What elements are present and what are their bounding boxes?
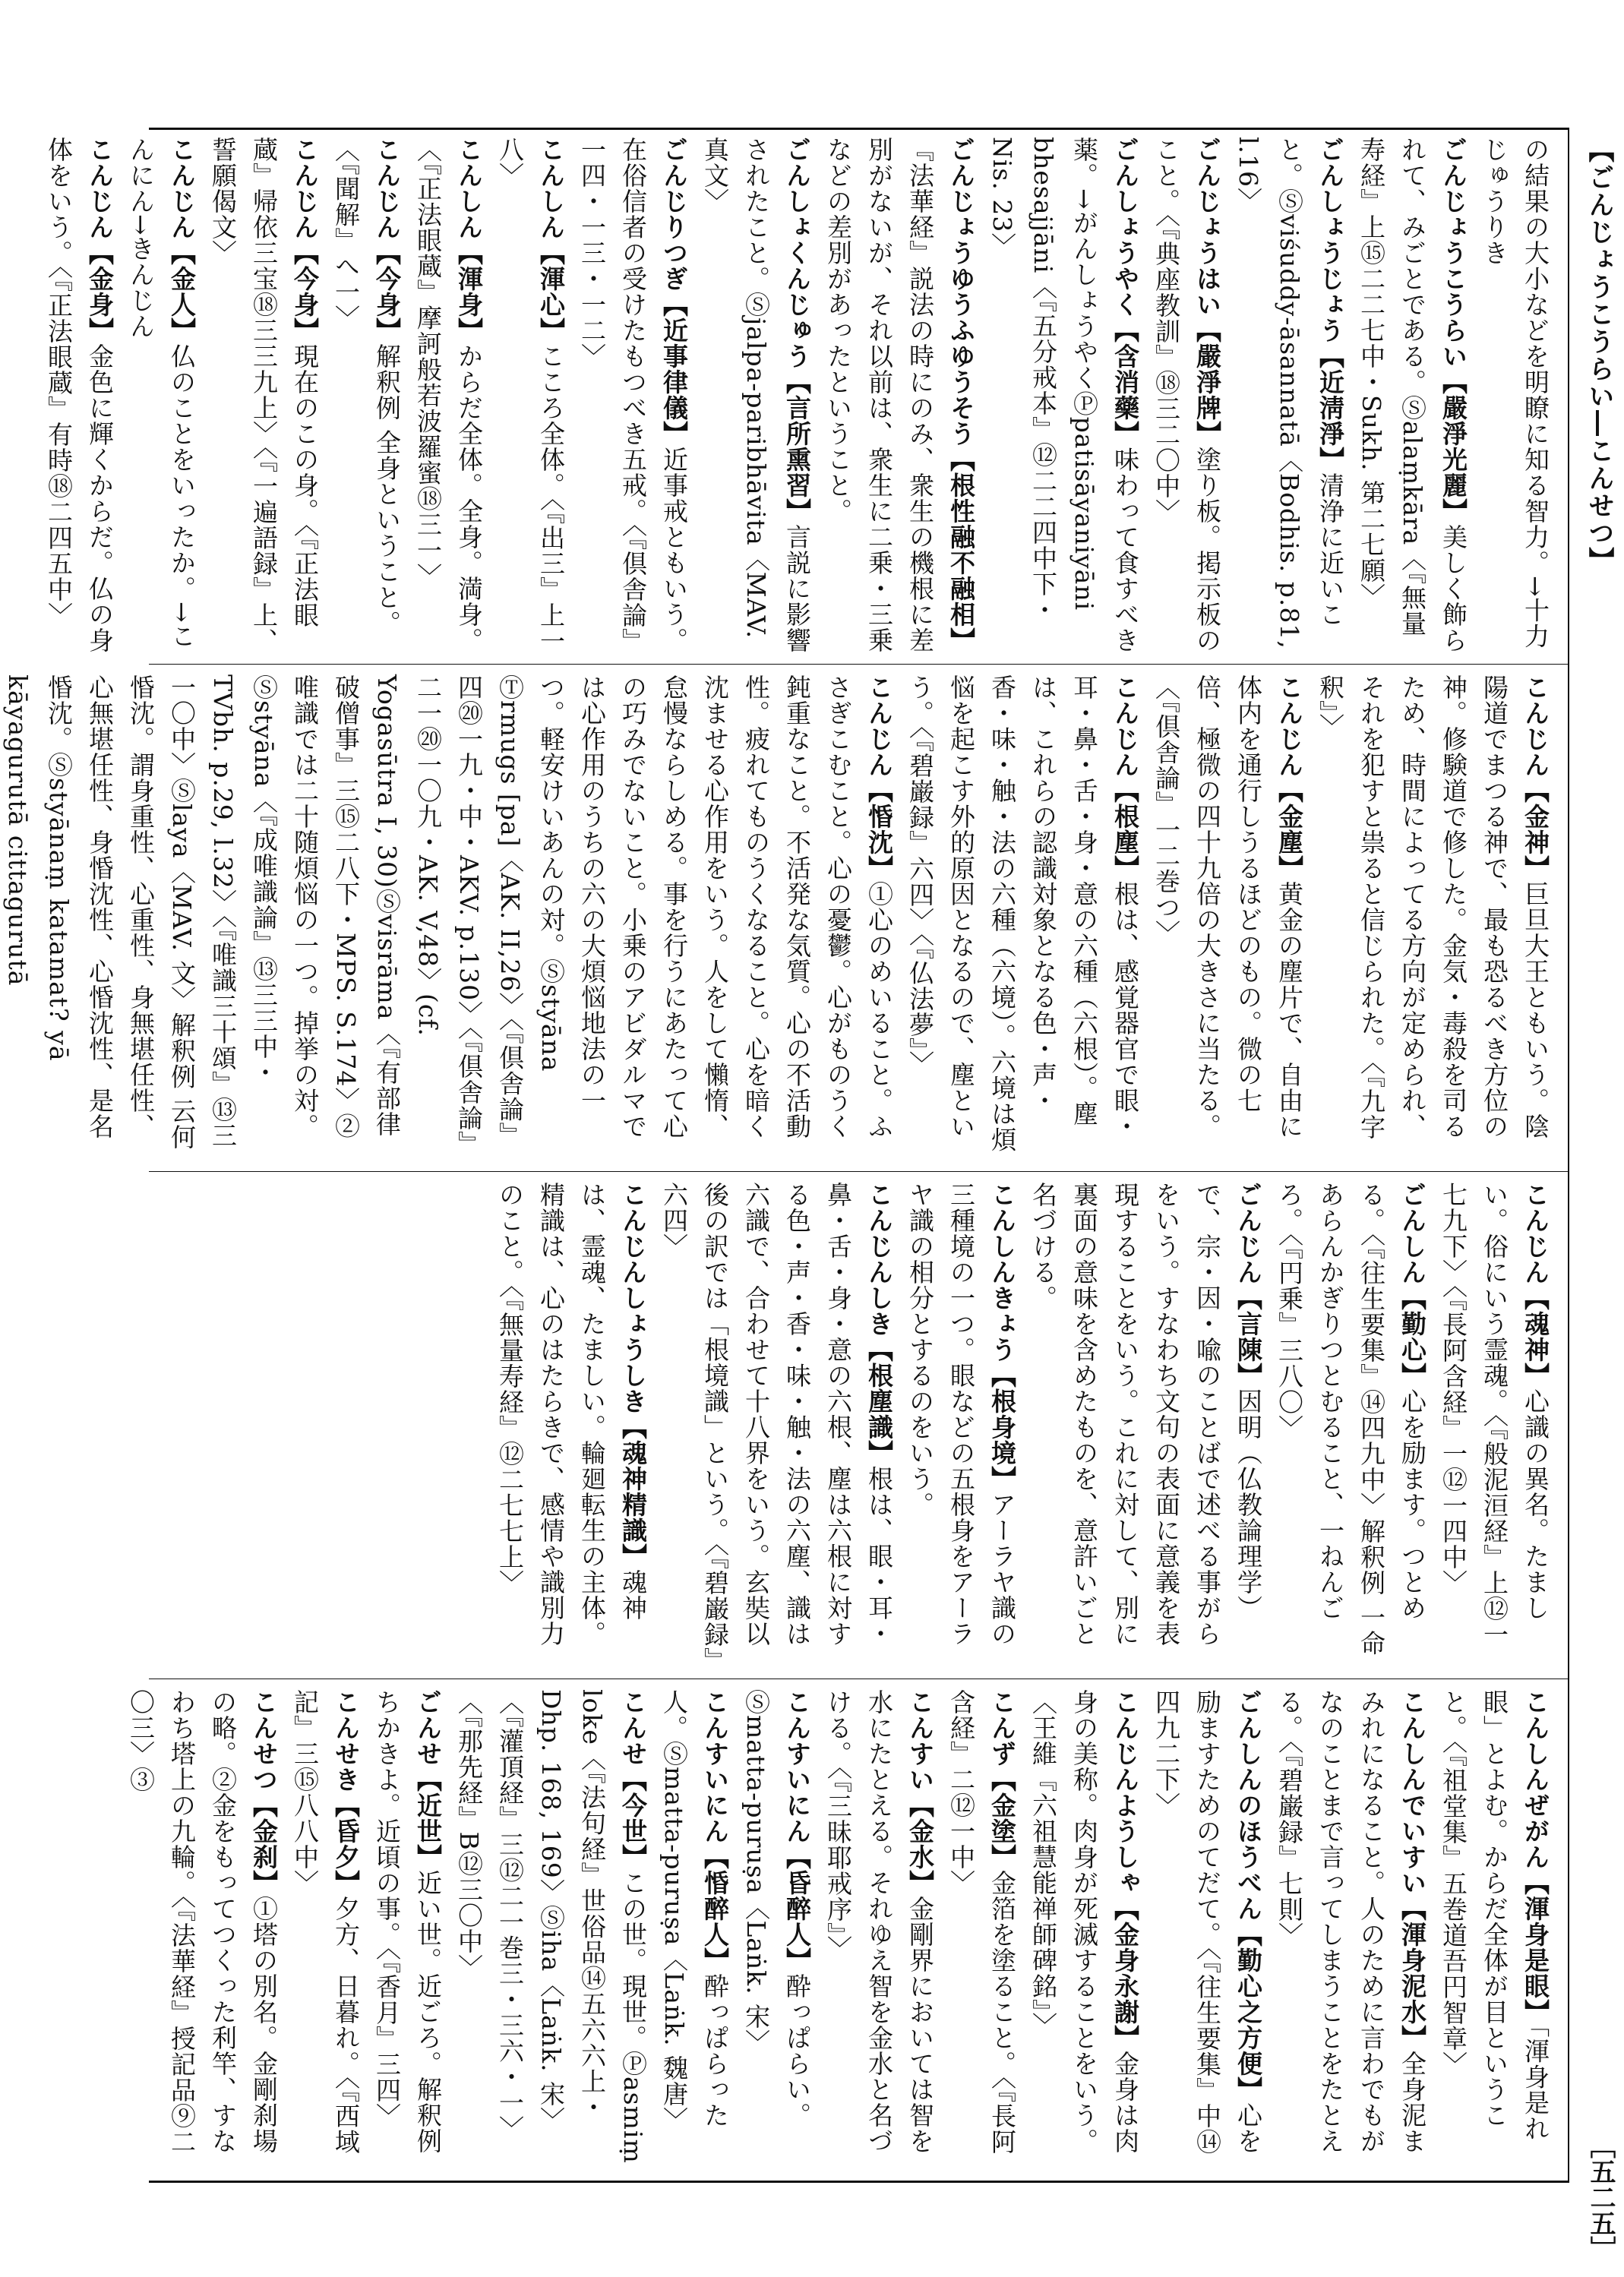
entry: ごんしょうじょう【近淸淨】清浄に近いこと。Ⓢviśuddy-āsannatā〈Bodhis. p.81, l.16〉 bbox=[1234, 137, 1345, 649]
entry: こんせき【昏夕】夕方、日暮れ。〈『西域記』三⑮八八中〉 bbox=[290, 1689, 361, 2155]
tier-1 bbox=[44, 129, 1569, 661]
entry: の結果の大小などを明瞭に知る智力。→十力じゅうりき bbox=[1480, 137, 1550, 649]
running-title: 【ごんじょうこうらい―こんせつ】 bbox=[1584, 137, 1614, 574]
entry: こんじん【根塵】根は、感覚器官で眼・耳・鼻・舌・身・意の六種（六根）。塵は、これらの認識対象となる色・声・香・味・触・法の六種（六境）。六境は煩悩を起こす外的原因となるので、塵という。〈『碧巌録』六四〉〈『仏法夢』〉 bbox=[905, 674, 1140, 1153]
entry: ごんじりつぎ【近事律儀】近事戒ともいう。在俗信者の受けたもつべき五戒。〈『倶舎論』一四・一三・一二〉 bbox=[577, 137, 689, 654]
entry: こんじん【惛沈】①心のめいること。ふさぎこむこと。心の憂鬱。心がものうく鈍重なこと。不活発な気質。心の不活動性。疲れてものうくなること。心を暗く沈ませる心作用をいう。人をして懶惰、怠慢ならしめる。事を行うにあたって心の巧みでないこと。小乗のアビダルマでは心作用のうちの六の大煩悩地法の一つ。軽安けいあんの対。Ⓢstyāna Ⓣrmugs [pa]〈AK. II,26〉〈『倶舎論』四⑳一九・中・AKV. p.130〉〈『倶舎論』二一⑳一〇九・AK. V,48〉(cf. Yogasūtra I, 30)Ⓢvisrāma〈『有部律破僧事』三⑮二八下・MPS. S.174〉②唯識では二十随煩悩の一つ。掉挙の対。Ⓢstyāna〈『成唯識論』⑬三三中・TVbh. p.29, l.32〉〈『唯識三十頌』⑬三一〇中〉Ⓢlaya〈MAV. 文〉解釈例 云何惛沈。謂身重性、心重性、身無堪任性、心無堪任性、身惛沈性、心惛沈性、是名惛沈。Ⓢstyānaṃ katamat? yā kāyagurutā cittagurutā bbox=[3, 674, 894, 1157]
entry: こんせ【今世】この世。現世。Ⓟasmiṃ loke〈『法句経』世俗品⑭五六六上・Dhp. 168, 169〉Ⓢiha〈Laṅk. 宋〉〈『灌頂経』三⑫二一巻三・三六・一〉〈『那先経』B⑫三〇中〉 bbox=[454, 1689, 648, 2164]
entry: こんせつ【金刹】①塔の別名。金剛刹場の略。②金をもってつくった利竿、すなわち塔上の九輪。〈『法華経』授記品⑨二〇三〉③ bbox=[126, 1689, 279, 2155]
entry: こんじんしき【根塵識】根は、眼・耳・鼻・舌・身・意の六根、塵は六根に対する色・声・香・味・触・法の六塵、識は六識で、合わせて十八界をいう。玄奘以後の訳では「根境識」という。〈『碧巌録』六四〉 bbox=[659, 1182, 894, 1661]
entry: ごんじょうゆうふゆうそう【根性融不融相】『法華経』説法の時にのみ、衆生の機根に差別がないが、それ以前は、衆生に二乗・三乗などの差別があったということ。 bbox=[823, 137, 976, 653]
entry: こんしんきょう【根身境】アーラヤ識の三種境の一つ。眼などの五根身をアーラヤ識の相分とするのをいう。 bbox=[905, 1182, 1017, 1647]
tier-2 bbox=[3, 667, 1569, 1168]
entry: こんじんしょうしき【魂神精識】魂神は、霊魂、たましい。輪廻転生の主体。精識は、心のはたらきで、感情や識別力のこと。〈『無量寿経』⑫二七七上〉 bbox=[495, 1182, 648, 1647]
entry: こんすいにん【惛醉人】酔っぱらった人。Ⓢmatta-puruṣa〈Laṅk. 魏唐〉 bbox=[659, 1689, 730, 2133]
entry: こんじんようしゃ【金身永謝】金身は肉身の美称。肉身が死滅することをいう。〈王維『六祖慧能禅師碑銘』〉 bbox=[1028, 1689, 1140, 2154]
entry: ごんじょうはい【嚴淨牌】塗り板。掲示板のこと。〈『典座教訓』⑱三二〇中〉 bbox=[1152, 137, 1222, 653]
entry: ごんじん【言陳】因明（仏教論理学）で、宗・因・喩のことばで述べる事がらをいう。すなわち文句の表面に意義を表現することをいう。これに対して、別に裏面の意味を含めたものを、意許いごと名づける。 bbox=[1028, 1182, 1263, 1647]
entry: こんじん【今身】現在のこの身。〈『正法眼蔵』帰依三宝⑱三三九上〉〈『一遍語録』上、誓願偈文〉 bbox=[208, 137, 320, 654]
entry: こんじん【今身】解釈例 全身ということ。〈『聞解』へ一〉 bbox=[331, 137, 402, 636]
entry: ごんせ【近世】近い世。近ごろ。解釈例 ちかきよ。近頃の事。〈『香月』三四〉 bbox=[372, 1689, 443, 2154]
entry: ごんじょうこうらい【嚴淨光麗】美しく飾られて、みごとである。Ⓢalaṃkāra〈『無量寿経』上⑮二二七中・Sukh. 第二七願〉 bbox=[1357, 137, 1468, 653]
entry: こんじん【金人】仏のことをいったか。→こんにん→きんじん bbox=[126, 137, 197, 649]
tier-3 bbox=[149, 1174, 1569, 1675]
entry: ごんしんのほうべん【勤心之方便】心を励ますためのてだて。〈『往生要集』中⑭四九二下〉 bbox=[1152, 1689, 1263, 2155]
entry: こんじん【金塵】黄金の塵片で、自由に体内を通行しうるほどのもの。微の七倍、極微の四十九倍の大きさに当たる。〈『倶舎論』一二巻つ〉 bbox=[1152, 674, 1304, 1139]
entry: こんすい【金水】金剛界においては智を水にたとえる。それゆえ智を金水と名づける。〈『三昧耶戒序』〉 bbox=[823, 1689, 935, 2154]
tier-4 bbox=[126, 1682, 1569, 2181]
entry: こんすいにん【昏醉人】酔っぱらい。Ⓢmatta-puruṣa〈Laṅk. 宋〉 bbox=[741, 1689, 812, 2128]
entry: ごんしょうやく【含消藥】味わって食すべき薬。→がんしょうやくⓅpatisāyaniyāni bhesajjāni〈『五分戒本』⑫二二四中下・Nis. 23〉 bbox=[987, 137, 1140, 653]
entry: こんしん【渾心】こころ全体。〈『出三』上一八〉 bbox=[495, 137, 566, 654]
page-number: ［五二五］ bbox=[1585, 2133, 1616, 2262]
entry: ごんしん【勤心】心を励ます。つとめる。〈『往生要集』⑭四九中〉解釈例 一命あらんかぎりつとむること、一ねんごろ。〈『円乗』三八〇〉 bbox=[1275, 1182, 1427, 1656]
entry: こんず【金塗】金箔を塗ること。〈『長阿含経』二⑫一中〉 bbox=[946, 1689, 1017, 2155]
tier-divider bbox=[149, 664, 1569, 665]
entry: こんじん【魂神】心識の異名。たましい。俗にいう霊魂。〈『般泥洹経』上⑫一七九下〉〈『長阿含経』一⑫一四中〉 bbox=[1439, 1182, 1550, 1647]
entry: こんしん【渾身】からだ全体。全身。満身。〈『正法眼蔵』摩訶般若波羅蜜⑱三一〉 bbox=[413, 137, 484, 653]
entry: こんじん【金身】金色に輝くからだ。仏の身体をいう。〈『正法眼蔵』有時⑱二四五中〉 bbox=[44, 137, 115, 653]
tier-divider bbox=[149, 1171, 1569, 1172]
entry: こんじん【金神】巨旦大王ともいう。陰陽道でまつる神で、最も恐るべき方位の神。修験道で修した。金気・毒殺を司るため、時間によってる方向が定められ、それを犯すと祟ると信じられた。〈『九字釈』〉 bbox=[1316, 674, 1550, 1140]
entry: こんしんでいすい【渾身泥水】全身泥まみれになること。人のために言わでもがなのことまで言ってしまうことをたとえる。〈『碧巌録』七則〉 bbox=[1275, 1689, 1427, 2154]
entry: ごんしょくんじゅう【言所熏習】言説に影響されたこと。Ⓢjalpa-paribhāvita〈MAV. 真文〉 bbox=[700, 137, 812, 653]
entry: こんしんぜがん【渾身是眼】「渾身是れ眼」とよむ。からだ全体が目ということ。〈『祖堂集』五巻道吾円智章〉 bbox=[1439, 1689, 1550, 2142]
